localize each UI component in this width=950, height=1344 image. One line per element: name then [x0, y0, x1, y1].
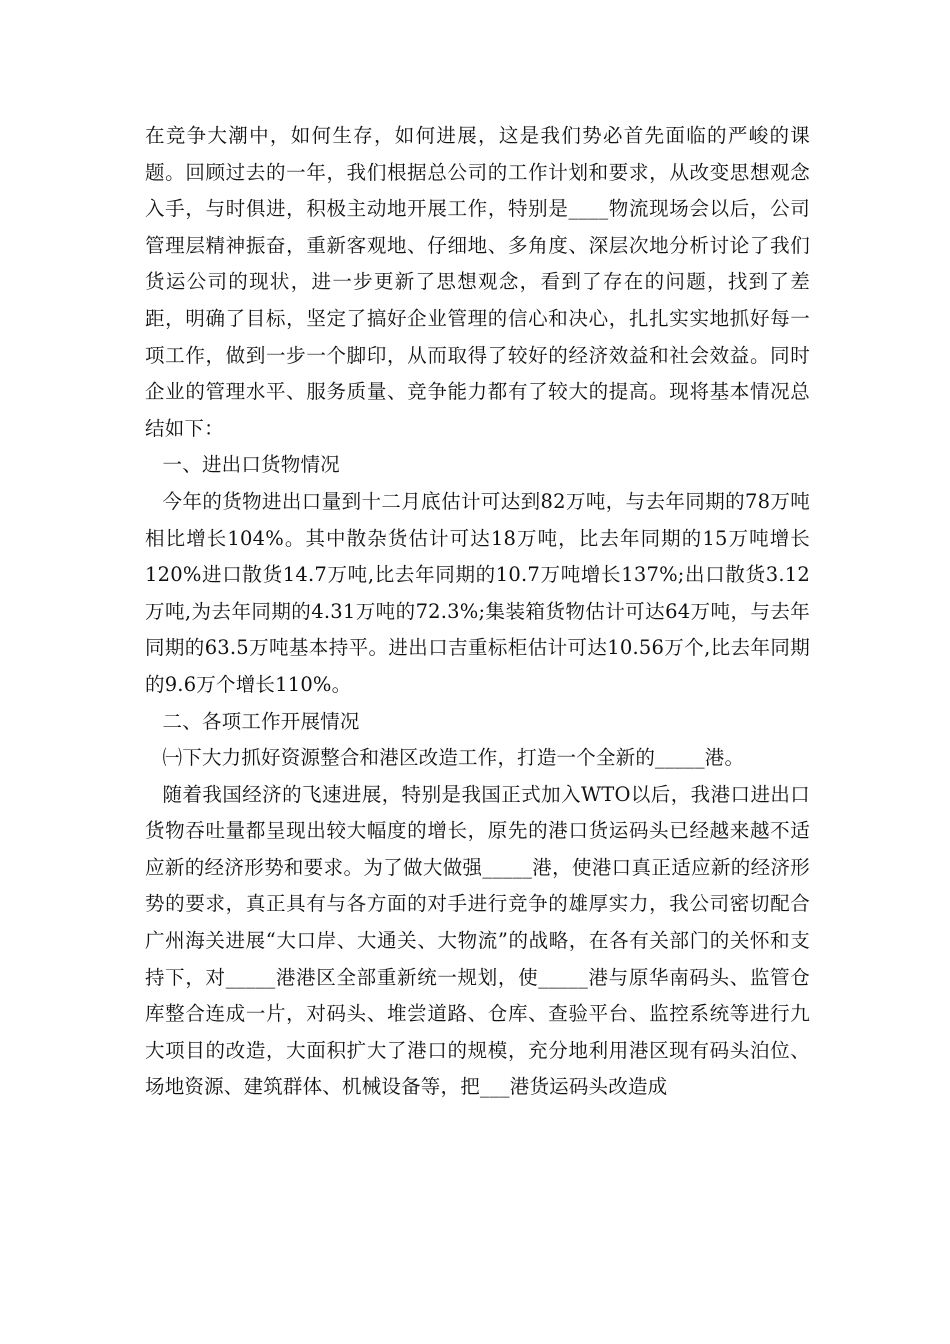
subsection-1-paragraph: 随着我国经济的飞速进展，特别是我国正式加入WTO以后，我港口进出口货物吞吐量都呈现出较大幅度的增长，原先的港口货运码头已经越来越不适应新的经济形势和要求。为了做大做强_____港，使港口真正适应新的经济形势的要求，真正具有与各方面的对手进行竞争的雄厚实力，我公司密切配合广州海关进展“大口岸、大通关、大物流”的战略，在各有关部门的关怀和支持下，对_____港港区全部重新统一规划，使_____港与原华南码头、监管仓库整合连成一片，对码头、堆尝道路、仓库、查验平台、监控系统等进行九大项目的改造，大面积扩大了港口的规模，充分地利用港区现有码头泊位、场地资源、建筑群体、机械设备等，把___港货运码头改造成: [145, 782, 810, 1099]
section-1-paragraph: 今年的货物进出口量到十二月底估计可达到82万吨，与去年同期的78万吨相比增长104%。其中散杂货估计可达18万吨，比去年同期的15万吨增长120%进口散货14.7万吨,比去年同期的10.7万吨增长137%;出口散货3.12万吨,为去年同期的4.31万吨的72.3%;集装箱货物估计可达64万吨，与去年同期的63.5万吨基本持平。进出口吉重标柜估计可达10.56万个,比去年同期的9.6万个增长110%。: [145, 489, 810, 696]
section-1-heading: 一、进出口货物情况: [162, 453, 340, 477]
document-page: [145, 118, 810, 1106]
section-2-heading: 二、各项工作开展情况: [162, 709, 360, 733]
subsection-1-heading: ㈠下大力抓好资源整合和港区改造工作，打造一个全新的_____港。: [162, 746, 745, 770]
intro-paragraph: 在竞争大潮中，如何生存，如何进展，这是我们势必首先面临的严峻的课题。回顾过去的一年，我们根据总公司的工作计划和要求，从改变思想观念入手，与时俱进，积极主动地开展工作，特别是____物流现场会以后，公司管理层精神振奋，重新客观地、仔细地、多角度、深层次地分析讨论了我们货运公司的现状，进一步更新了思想观念，看到了存在的问题，找到了差距，明确了目标，坚定了搞好企业管理的信心和决心，扎扎实实地抓好每一项工作，做到一步一个脚印，从而取得了较好的经济效益和社会效益。同时企业的管理水平、服务质量、竞争能力都有了较大的提高。现将基本情况总结如下：: [145, 124, 810, 440]
